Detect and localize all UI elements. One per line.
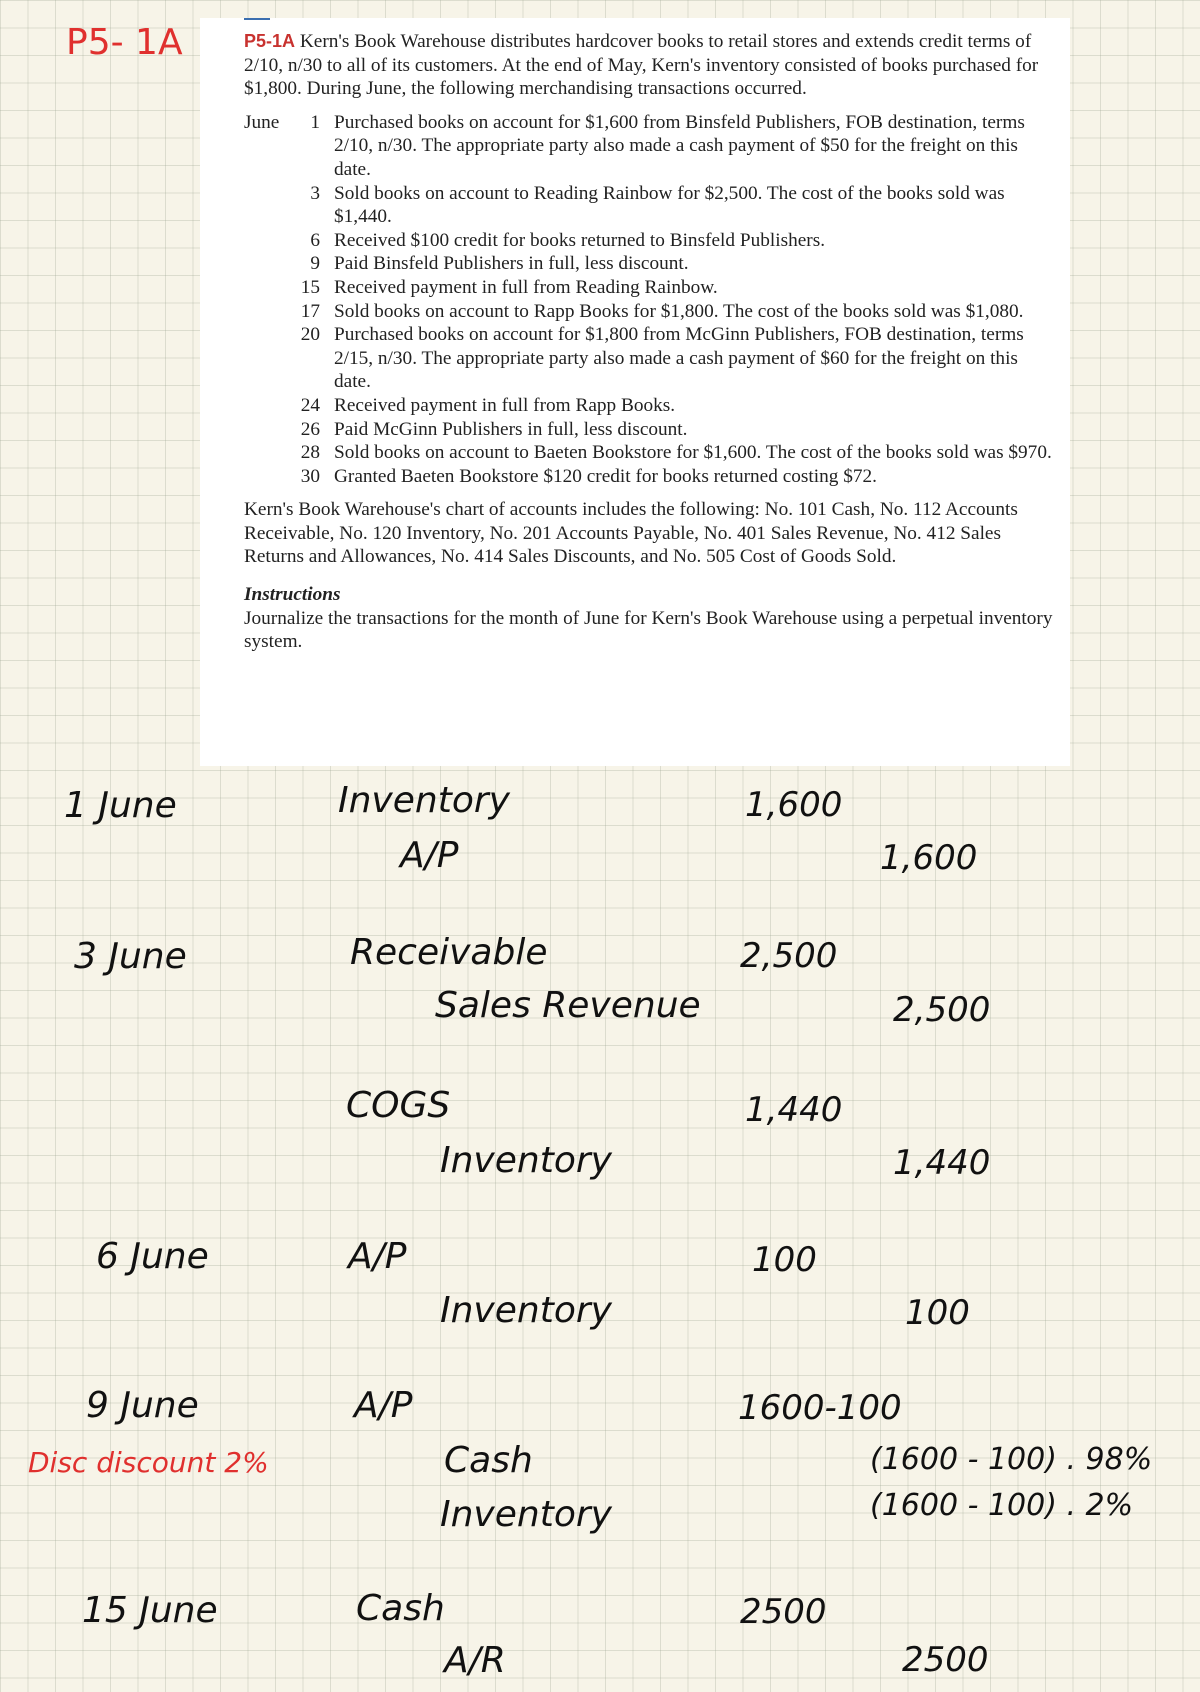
transaction	[244, 394, 1054, 418]
credit-amount: 100	[905, 1293, 970, 1333]
tx-text: Received payment in full from Rapp Books.	[334, 394, 676, 416]
transaction	[244, 276, 1054, 300]
credit-amount-cash: (1600 - 100) . 98%	[870, 1442, 1153, 1477]
entry-date: 1 June	[64, 785, 177, 826]
tx-text: Received payment in full from Reading Rainbow.	[334, 276, 718, 298]
debit-amount: 1,440	[745, 1090, 843, 1130]
credit-amount-inventory: (1600 - 100) . 2%	[870, 1488, 1134, 1523]
debit-amount: 100	[752, 1240, 817, 1280]
tx-day: 15	[300, 276, 320, 298]
tx-day: 3	[310, 182, 320, 204]
page-label: P5- 1A	[66, 22, 183, 63]
credit-account: Inventory	[440, 1140, 612, 1181]
tx-text: Sold books on account to Reading Rainbow for $2,500. The cost of the books sold was $1,440.	[334, 182, 1005, 228]
transaction	[244, 441, 1054, 465]
transaction	[244, 252, 1054, 276]
credit-amount: 1,600	[880, 838, 978, 878]
problem-intro	[244, 30, 1054, 101]
tx-text: Sold books on account to Rapp Books for $1,800. The cost of the books sold was $1,080.	[334, 300, 1024, 322]
debit-amount: 1600-100	[738, 1388, 902, 1428]
debit-account: Receivable	[350, 932, 548, 973]
entry-date: 3 June	[74, 936, 187, 977]
tx-day: 28	[300, 442, 320, 464]
entry-date: 9 June	[86, 1385, 199, 1426]
tx-day: 1	[310, 111, 320, 133]
tx-text: Purchased books on account for $1,600 from Binsfeld Publishers, FOB destination, terms 2/10, n/30. The appropriate party also made a cash payment of $50 for the freight on this date.	[334, 111, 1025, 180]
credit-account: Sales Revenue	[435, 985, 701, 1026]
instructions-heading: Instructions	[244, 584, 341, 606]
debit-account: A/P	[348, 1236, 407, 1277]
tx-day: 6	[310, 229, 320, 251]
intro-text: Kern's Book Warehouse distributes hardcover books to retail stores and extends credit terms of 2/10, n/30 to all of its customers. At the end of May, Kern's inventory consisted of books purchased for $1,800. During June, the following merchandising transactions occurred.	[244, 31, 1039, 100]
debit-account: COGS	[346, 1085, 451, 1126]
debit-amount: 2,500	[740, 936, 838, 976]
transaction	[244, 323, 1054, 394]
tx-day: 9	[310, 253, 320, 275]
credit-account: Inventory	[440, 1290, 612, 1331]
tx-day: 30	[300, 465, 320, 487]
tx-text: Paid McGinn Publishers in full, less discount.	[334, 418, 688, 440]
textbook-problem	[200, 18, 1070, 766]
section-marker	[244, 18, 270, 20]
credit-amount: 2,500	[893, 990, 991, 1030]
tx-day: 17	[300, 300, 320, 322]
credit-account-cash: Cash	[444, 1440, 533, 1481]
transaction	[244, 111, 1054, 182]
credit-account: A/R	[444, 1640, 506, 1681]
tx-day: 26	[300, 418, 320, 440]
instructions-text: Journalize the transactions for the month of June for Kern's Book Warehouse using a perpetual inventory system.	[244, 607, 1053, 653]
entry-date: 15 June	[82, 1590, 218, 1631]
credit-account: A/P	[400, 835, 459, 876]
transaction	[244, 465, 1054, 489]
transaction	[244, 182, 1054, 229]
transaction-list	[244, 111, 1054, 489]
debit-account: Cash	[356, 1588, 445, 1629]
credit-amount: 1,440	[893, 1143, 991, 1183]
problem-number: P5-1A	[244, 31, 296, 51]
credit-amount: 2500	[902, 1640, 989, 1680]
debit-account: A/P	[354, 1385, 413, 1426]
tx-text: Received $100 credit for books returned to Binsfeld Publishers.	[334, 229, 826, 251]
tx-text: Granted Baeten Bookstore $120 credit for books returned costing $72.	[334, 465, 877, 487]
credit-account-inventory: Inventory	[440, 1494, 612, 1535]
tx-text: Purchased books on account for $1,800 from McGinn Publishers, FOB destination, terms 2/15, n/30. The appropriate party also made a cash payment of $60 for the freight on this date.	[334, 324, 1024, 393]
chart-of-accounts: Kern's Book Warehouse's chart of accounts includes the following: No. 101 Cash, No. 112 Accounts Receivable, No. 120 Inventory, No. 201 Accounts Payable, No. 401 Sales Revenue, No. 412 Sales Returns and Allowances, No. 414 Sales Discounts, and No. 505 Cost of Goods Sold.	[244, 499, 1018, 568]
debit-amount: 1,600	[745, 785, 843, 825]
transaction	[244, 300, 1054, 324]
debit-account: Inventory	[338, 780, 510, 821]
tx-text: Paid Binsfeld Publishers in full, less discount.	[334, 253, 689, 275]
tx-day: 20	[300, 324, 320, 346]
tx-day: 24	[300, 394, 320, 416]
entry-date: 6 June	[96, 1236, 209, 1277]
tx-text: Sold books on account to Baeten Bookstore for $1,600. The cost of the books sold was $970.	[334, 442, 1052, 464]
month-label: June	[244, 111, 280, 133]
transaction	[244, 418, 1054, 442]
discount-note: Disc discount 2%	[28, 1446, 269, 1479]
transaction	[244, 229, 1054, 253]
debit-amount: 2500	[740, 1592, 827, 1632]
